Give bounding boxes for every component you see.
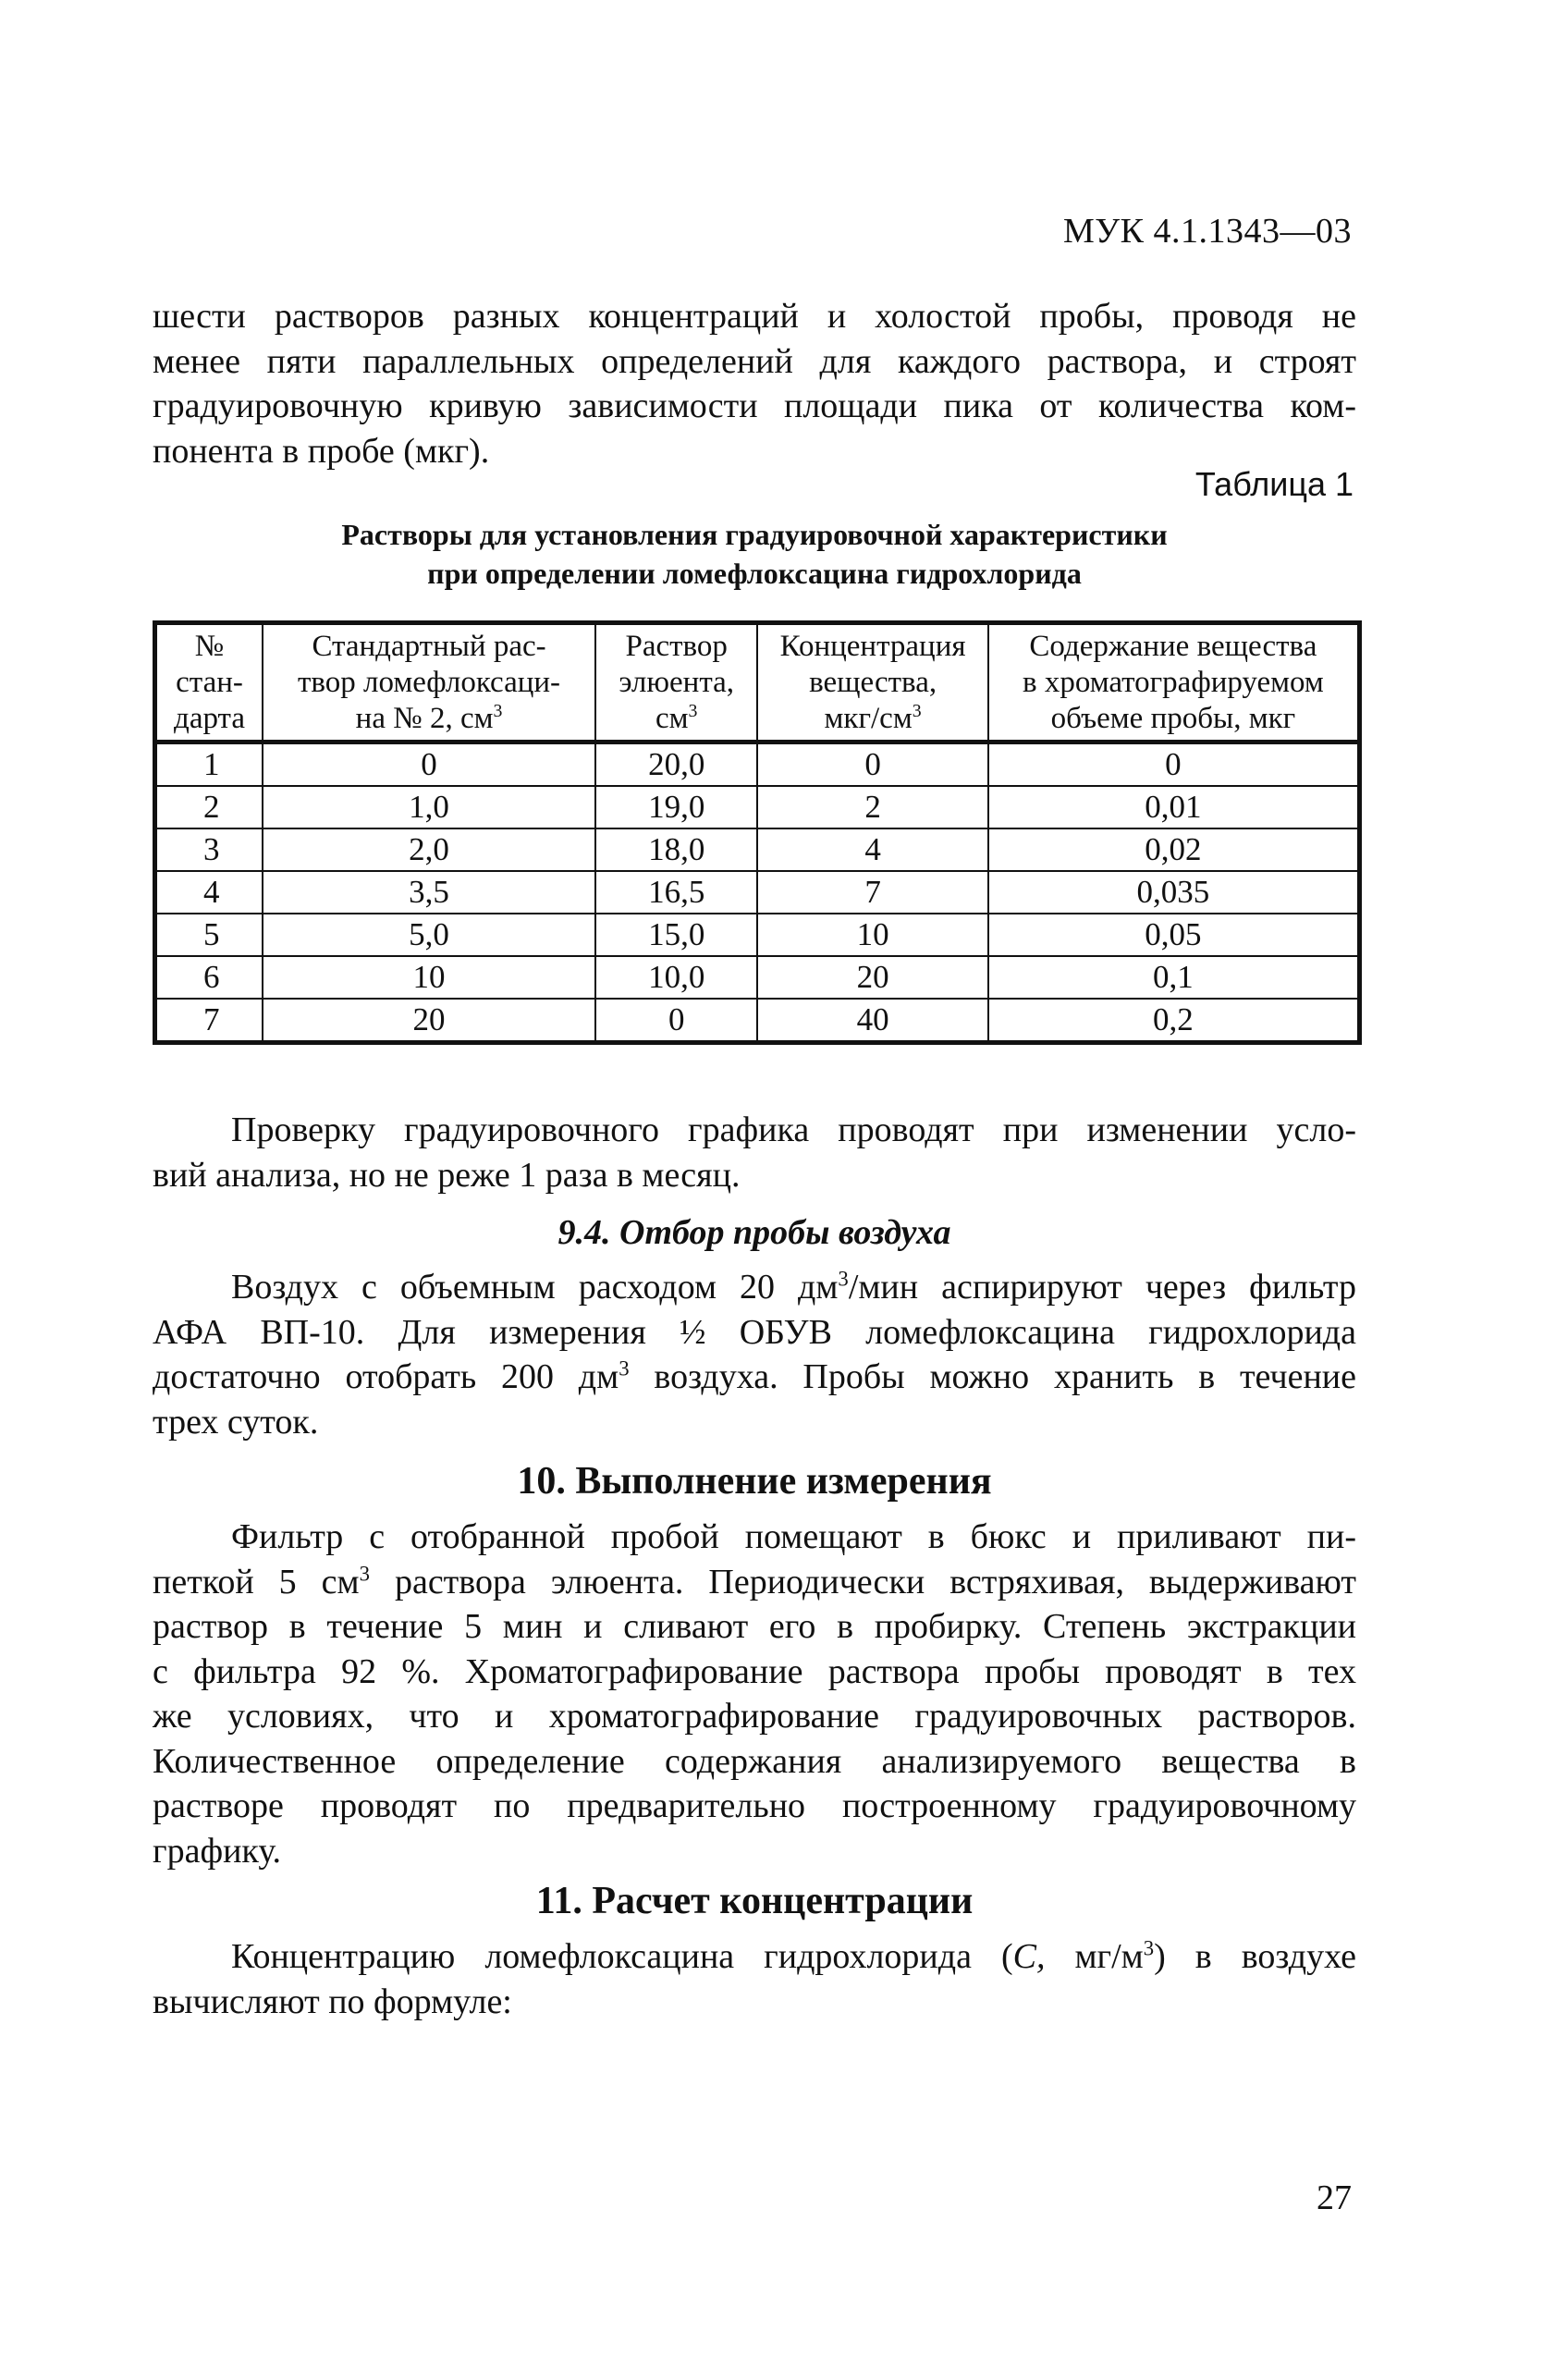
section-heading-10: 10. Выполнение измерения (517, 1460, 992, 1503)
text-line: АФА ВП-10. Для измерения ½ ОБУВ ломефлоксацина гидрохлорида (153, 1312, 1356, 1352)
table-title-line: при определении ломефлоксацина гидрохлорида (427, 557, 1082, 590)
table-cell: 20 (757, 956, 987, 999)
page-number: 27 (1317, 2178, 1352, 2217)
table-cell: 0,01 (988, 786, 1360, 828)
section-heading-11: 11. Расчет концентрации (535, 1880, 974, 1922)
table-cell: 4 (757, 828, 987, 871)
header-standard-solution: Стандартный рас- твор ломефлоксаци- на № 2, $см^3$ (263, 623, 595, 742)
table-cell: 2 (757, 786, 987, 828)
text-line: вычисляют по формуле: (153, 1982, 512, 2021)
header-standard-number: № стан- дарта (155, 623, 263, 742)
table-cell: 0,05 (988, 914, 1360, 956)
table-cell: 10 (263, 956, 595, 999)
table-cell: 7 (757, 871, 987, 914)
table-cell: 0,2 (988, 999, 1360, 1043)
text-line: с фильтра 92 %. Хроматографирование раствора пробы проводят в тех (153, 1651, 1356, 1691)
calibration-table (153, 620, 1362, 1045)
calculation-paragraph (153, 1934, 1356, 2024)
text-line: градуировочную кривую зависимости площади пика от количества ком- (153, 387, 1356, 425)
table-cell: 5,0 (263, 914, 595, 956)
table-title-line: Растворы для установления градуировочной характеристики (341, 518, 1168, 551)
table-cell: 1 (155, 742, 263, 787)
table-cell: 0 (263, 742, 595, 787)
table-cell: 0 (595, 999, 757, 1043)
text-line: Концентрацию ломефлоксацина гидрохлорида (C, $мг/м^3$) в воздухе (231, 1936, 1356, 1976)
table-cell: 4 (155, 871, 263, 914)
table-cell: 2,0 (263, 828, 595, 871)
measurement-paragraph (153, 1515, 1356, 1873)
text-line: трех суток. (153, 1402, 319, 1442)
table-row (155, 999, 1360, 1043)
table-header-row (155, 623, 1360, 742)
table-cell: 0,1 (988, 956, 1360, 999)
text-line: петкой 5 $см^3$ раствора элюента. Периодически встряхивая, выдерживают (153, 1561, 1357, 1601)
table-cell: 10,0 (595, 956, 757, 999)
text-line: растворе проводят по предварительно построенному градуировочному (153, 1786, 1356, 1825)
text-line: Воздух с объемным расходом 20 $дм^3$/мин аспирируют через фильтр (231, 1267, 1357, 1307)
header-eluent: Раствор элюента, $см^3$ (595, 623, 757, 742)
table-cell: 0 (757, 742, 987, 787)
header-concentration: Концентрация вещества, мкг/$см^3$ (757, 623, 987, 742)
table-cell: 7 (155, 999, 263, 1043)
table-cell: 5 (155, 914, 263, 956)
text-line: менее пяти параллельных определений для каждого раствора, и строят (153, 341, 1356, 381)
header-substance-content: Содержание вещества в хроматографируемом объеме пробы, мкг (988, 623, 1360, 742)
table-cell: 19,0 (595, 786, 757, 828)
table-cell: 18,0 (595, 828, 757, 871)
table-cell: 16,5 (595, 871, 757, 914)
table-cell: 6 (155, 956, 263, 999)
table-row (155, 871, 1360, 914)
table-cell: 0,02 (988, 828, 1360, 871)
text-line: же условиях, что и хроматографирование градуировочных растворов. (153, 1697, 1356, 1736)
table-cell: 0 (988, 742, 1360, 787)
table-cell: 1,0 (263, 786, 595, 828)
table-cell: 20 (263, 999, 595, 1043)
table-row (155, 786, 1360, 828)
table-cell: 2 (155, 786, 263, 828)
text-line: достаточно отобрать 200 $дм^3$ воздуха. Пробы можно хранить в течение (153, 1356, 1356, 1396)
document-code: МУК 4.1.1343—03 (1062, 212, 1352, 251)
text-line: шести растворов разных концентраций и холостой пробы, проводя не (153, 297, 1356, 336)
text-line: вий анализа, но не реже 1 раза в месяц. (153, 1155, 741, 1195)
table-title (153, 515, 1356, 593)
calibration-check-paragraph (153, 1108, 1356, 1197)
section-heading-9-4: 9.4. Отбор пробы воздуха (557, 1213, 951, 1252)
table-row (155, 828, 1360, 871)
text-line: Фильтр с отобранной пробой помещают в бюкс и приливают пи- (231, 1517, 1356, 1556)
table-number: Таблица 1 (1194, 465, 1354, 503)
table-cell: 15,0 (595, 914, 757, 956)
table-row (155, 956, 1360, 999)
table-row (155, 742, 1360, 787)
table-cell: 0,035 (988, 871, 1360, 914)
text-line: графику. (153, 1831, 282, 1871)
table-row (155, 914, 1360, 956)
table-cell: 3 (155, 828, 263, 871)
text-line: Количественное определение содержания анализируемого вещества в (153, 1741, 1356, 1781)
table-cell: 20,0 (595, 742, 757, 787)
intro-paragraph (153, 294, 1356, 473)
text-line: Проверку градуировочного графика проводят при изменении усло- (231, 1111, 1356, 1149)
table-cell: 3,5 (263, 871, 595, 914)
text-line: раствор в течение 5 мин и сливают его в пробирку. Степень экстракции (153, 1607, 1356, 1646)
table-cell: 40 (757, 999, 987, 1043)
text-line: понента в пробе (мкг). (153, 431, 490, 471)
table-cell: 10 (757, 914, 987, 956)
sampling-paragraph (153, 1265, 1356, 1444)
